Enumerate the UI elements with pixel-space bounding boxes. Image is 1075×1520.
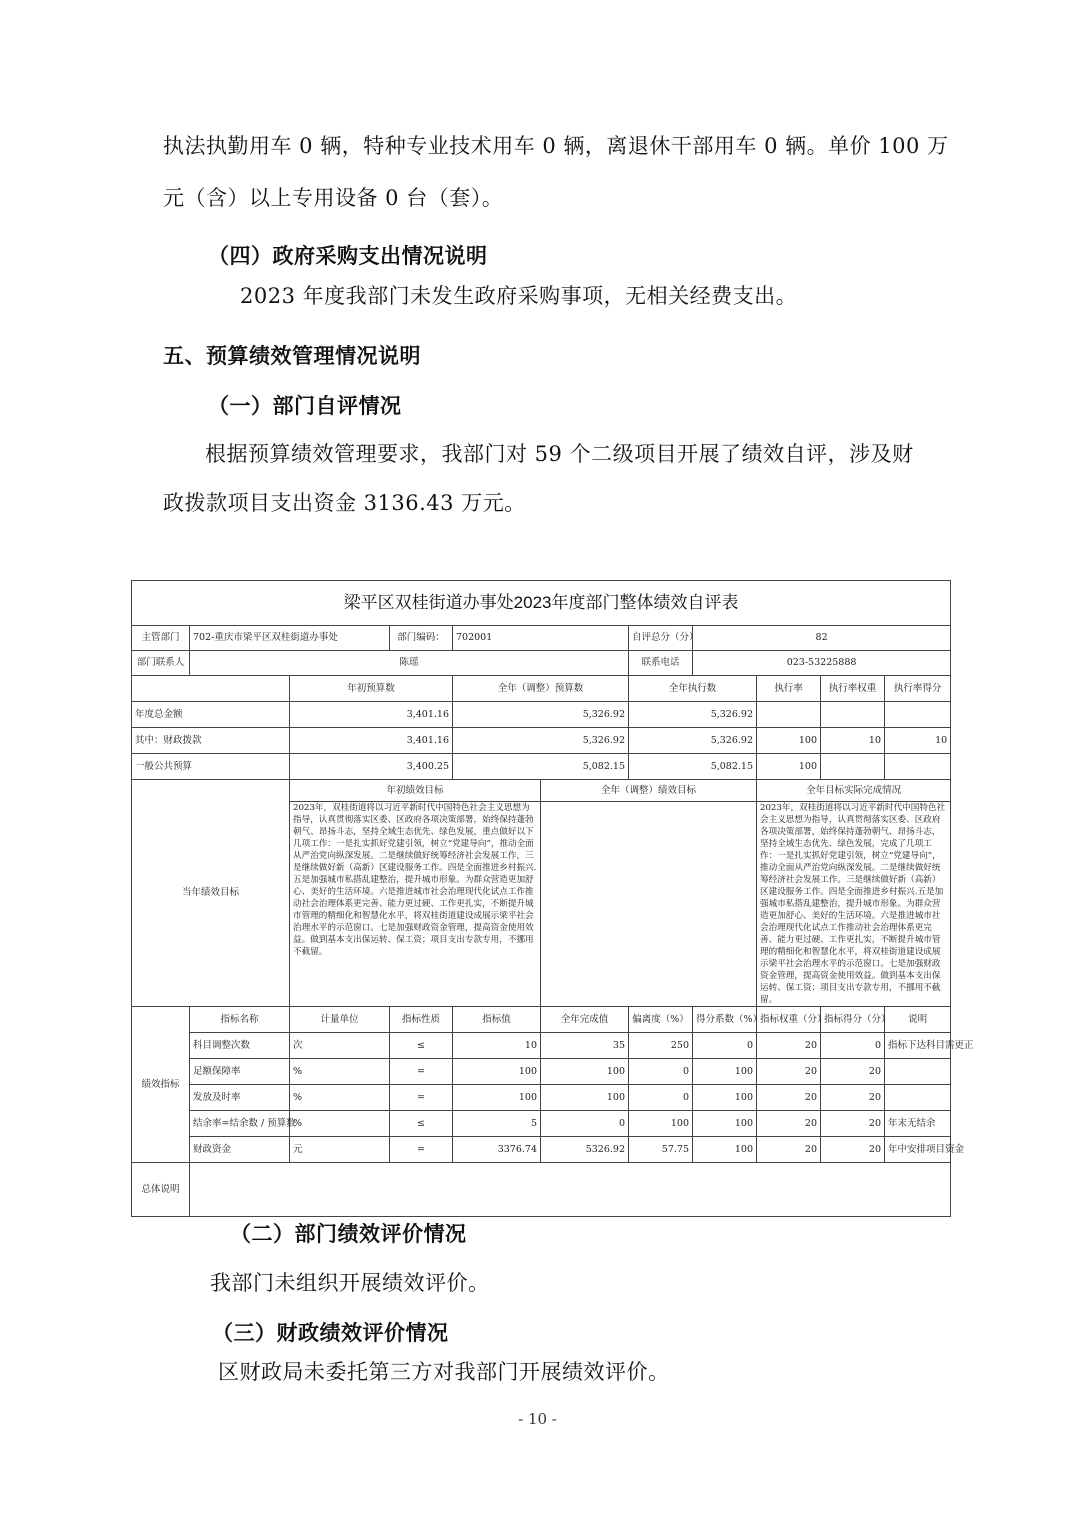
heading-procurement: （四）政府采购支出情况说明 [208, 243, 488, 268]
budget-row-initial: 3,401.16 [290, 728, 453, 754]
body-line-equipment: 元（含）以上专用设备 0 台（套）。 [163, 186, 504, 210]
heading-finance-evaluation: （三）财政绩效评价情况 [212, 1320, 449, 1345]
goal-initial-text: 2023年，双桂街道将以习近平新时代中国特色社会主义思想为指导，认真贯彻落实区委、区政府各项决策部署，始终保持蓬勃朝气、昂扬斗志，坚持全域生态优先、绿色发展，重点做好以下几项工作：一是扎实抓好党建引领，树立“党建导向”，推动全面从严治党向纵深发展。二是继续做好统筹经济社会发展工作，三是继续做好新（高新）区建设服务工作。四是全面推进乡村振兴.五是加强城市私搭乱建整治，提升城市形象。为群众营造更加舒心、美好的生活环境。六是推进城市社会治理现代化试点工作推动社会治理体系更完善、能力更过硬、工作更扎实，不断提升城市管理的精细化和智慧化水平，将双桂街道建设成展示梁平社会治理水平的示范窗口。七是加强财政资金管理，提高资金使用效益。做到基本支出保运转、保工资；项目支出专款专用，不挪用不截留。 [290, 802, 541, 1007]
indicator-coef: 100 [693, 1111, 757, 1137]
budget-row-initial: 3,400.25 [290, 754, 453, 780]
indicator-done: 5326.92 [541, 1137, 629, 1163]
budget-row-executed: 5,326.92 [629, 702, 757, 728]
budget-row-label: 其中：财政拨款 [132, 728, 290, 754]
indicator-name: 足额保障率 [190, 1059, 290, 1085]
indicator-score: 20 [821, 1111, 885, 1137]
indicator-unit: 元 [290, 1137, 390, 1163]
budget-row-score [885, 702, 951, 728]
budget-row-rate: 100 [757, 728, 821, 754]
budget-row-executed: 5,082.15 [629, 754, 757, 780]
indicator-nature: = [390, 1085, 453, 1111]
body-line-vehicles: 执法执勤用车 0 辆，特种专业技术用车 0 辆，离退休干部用车 0 辆。单价 100 万 [163, 134, 949, 158]
heading-self-evaluation: （一）部门自评情况 [208, 393, 402, 418]
budget-row-adjusted: 5,326.92 [453, 702, 629, 728]
goal-adjusted-text [541, 802, 757, 1007]
summary-label: 总体说明 [132, 1163, 190, 1217]
indicator-unit: 次 [290, 1033, 390, 1059]
goal-label: 当年绩效目标 [132, 780, 290, 1007]
budget-header-blank [132, 676, 290, 702]
indicator-weight: 20 [757, 1059, 821, 1085]
indicator-coef: 100 [693, 1085, 757, 1111]
indicator-note: 指标下达科目需更正 [885, 1033, 951, 1059]
indicator-nature: = [390, 1137, 453, 1163]
indicator-score: 20 [821, 1137, 885, 1163]
budget-row-executed: 5,326.92 [629, 728, 757, 754]
indicator-header-deviation: 偏离度（%） [629, 1007, 693, 1033]
indicator-nature: ≤ [390, 1111, 453, 1137]
indicator-note: 年中安排项目资金 [885, 1137, 951, 1163]
indicator-coef: 100 [693, 1137, 757, 1163]
indicator-score: 0 [821, 1033, 885, 1059]
indicator-unit: % [290, 1059, 390, 1085]
budget-header-score: 执行率得分 [885, 676, 951, 702]
budget-row-adjusted: 5,082.15 [453, 754, 629, 780]
body-self-evaluation-2: 政拨款项目支出资金 3136.43 万元。 [163, 491, 526, 515]
code-value: 702001 [453, 626, 629, 651]
indicator-header-unit: 计量单位 [290, 1007, 390, 1033]
dept-value: 702-重庆市梁平区双桂街道办事处 [190, 626, 390, 651]
budget-row-label: 年度总金额 [132, 702, 290, 728]
indicator-header-coef: 得分系数（%） [693, 1007, 757, 1033]
indicator-note [885, 1085, 951, 1111]
body-finance-evaluation: 区财政局未委托第三方对我部门开展绩效评价。 [218, 1360, 670, 1384]
indicator-done: 100 [541, 1059, 629, 1085]
budget-row-weight [821, 754, 885, 780]
indicator-header-weight: 指标权重（分） [757, 1007, 821, 1033]
budget-header-weight: 执行率权重 [821, 676, 885, 702]
budget-row-label: 一般公共预算 [132, 754, 290, 780]
contact-label: 部门联系人 [132, 651, 190, 676]
indicator-deviation: 250 [629, 1033, 693, 1059]
score-value: 82 [693, 626, 951, 651]
budget-header-adjusted: 全年（调整）预算数 [453, 676, 629, 702]
indicator-name: 财政资金 [190, 1137, 290, 1163]
indicator-label: 绩效指标 [132, 1007, 190, 1163]
budget-row-score: 10 [885, 728, 951, 754]
page-number: - 10 - [518, 1410, 557, 1428]
body-self-evaluation-1: 根据预算绩效管理要求，我部门对 59 个二级项目开展了绩效自评，涉及财 [205, 442, 914, 466]
budget-row-rate: 100 [757, 754, 821, 780]
indicator-deviation: 57.75 [629, 1137, 693, 1163]
body-procurement: 2023 年度我部门未发生政府采购事项，无相关经费支出。 [240, 284, 798, 308]
indicator-note: 年末无结余 [885, 1111, 951, 1137]
dept-label: 主管部门 [132, 626, 190, 651]
budget-row-weight [821, 702, 885, 728]
indicator-coef: 100 [693, 1059, 757, 1085]
indicator-nature: ≤ [390, 1033, 453, 1059]
phone-value: 023-53225888 [693, 651, 951, 676]
budget-row-score [885, 754, 951, 780]
summary-value [190, 1163, 951, 1217]
goal-header-actual: 全年目标实际完成情况 [757, 780, 951, 802]
indicator-done: 35 [541, 1033, 629, 1059]
indicator-unit: % [290, 1111, 390, 1137]
budget-row-weight: 10 [821, 728, 885, 754]
indicator-header-note: 说明 [885, 1007, 951, 1033]
indicator-value: 5 [453, 1111, 541, 1137]
indicator-name: 发放及时率 [190, 1085, 290, 1111]
indicator-done: 0 [541, 1111, 629, 1137]
budget-header-executed: 全年执行数 [629, 676, 757, 702]
indicator-done: 100 [541, 1085, 629, 1111]
indicator-note [885, 1059, 951, 1085]
indicator-weight: 20 [757, 1033, 821, 1059]
indicator-weight: 20 [757, 1137, 821, 1163]
goal-header-initial: 年初绩效目标 [290, 780, 541, 802]
indicator-header-value: 指标值 [453, 1007, 541, 1033]
phone-label: 联系电话 [629, 651, 693, 676]
heading-section-5: 五、预算绩效管理情况说明 [163, 343, 421, 368]
indicator-value: 10 [453, 1033, 541, 1059]
budget-row-rate [757, 702, 821, 728]
budget-row-adjusted: 5,326.92 [453, 728, 629, 754]
indicator-weight: 20 [757, 1085, 821, 1111]
indicator-value: 100 [453, 1085, 541, 1111]
heading-dept-evaluation: （二）部门绩效评价情况 [230, 1221, 467, 1246]
budget-header-rate: 执行率 [757, 676, 821, 702]
indicator-coef: 0 [693, 1033, 757, 1059]
budget-row-initial: 3,401.16 [290, 702, 453, 728]
goal-header-adjusted: 全年（调整）绩效目标 [541, 780, 757, 802]
indicator-value: 100 [453, 1059, 541, 1085]
indicator-score: 20 [821, 1085, 885, 1111]
body-dept-evaluation: 我部门未组织开展绩效评价。 [210, 1271, 490, 1295]
contact-value: 陈瑶 [190, 651, 629, 676]
indicator-deviation: 0 [629, 1085, 693, 1111]
indicator-name: 科目调整次数 [190, 1033, 290, 1059]
indicator-header-name: 指标名称 [190, 1007, 290, 1033]
indicator-nature: = [390, 1059, 453, 1085]
indicator-deviation: 0 [629, 1059, 693, 1085]
indicator-unit: % [290, 1085, 390, 1111]
budget-header-initial: 年初预算数 [290, 676, 453, 702]
indicator-weight: 20 [757, 1111, 821, 1137]
code-label: 部门编码： [390, 626, 453, 651]
indicator-score: 20 [821, 1059, 885, 1085]
indicator-header-nature: 指标性质 [390, 1007, 453, 1033]
indicator-header-score: 指标得分（分） [821, 1007, 885, 1033]
indicator-name: 结余率=结余数 / 预算数 [190, 1111, 290, 1137]
performance-self-evaluation-table [131, 580, 974, 1217]
indicator-value: 3376.74 [453, 1137, 541, 1163]
indicator-header-done: 全年完成值 [541, 1007, 629, 1033]
indicator-deviation: 100 [629, 1111, 693, 1137]
goal-actual-text: 2023年，双桂街道将以习近平新时代中国特色社会主义思想为指导，认真贯彻落实区委、区政府各项决策部署，始终保持蓬勃朝气、昂扬斗志，坚持全域生态优先、绿色发展，完成了几项工作：一是扎实抓好党建引领，树立“党建导向”，推动全面从严治党向纵深发展。二是继续做好统筹经济社会发展工作。三是继续做好新（高新）区建设服务工作。四是全面推进乡村振兴.五是加强城市私搭乱建整治，提升城市形象。为群众营造更加舒心、美好的生活环境。六是推进城市社会治理现代化试点工作推动社会治理体系更完善、能力更过硬、工作更扎实，不断提升城市管理的精细化和智慧化水平，将双桂街道建设成展示梁平社会治理水平的示范窗口。七是加强财政资金管理，提高资金使用效益。做到基本支出保运转、保工资；项目支出专款专用，不挪用不截留。 [757, 802, 951, 1007]
table-title: 梁平区双桂街道办事处2023年度部门整体绩效自评表 [132, 581, 951, 626]
score-label: 自评总分（分） [629, 626, 693, 651]
